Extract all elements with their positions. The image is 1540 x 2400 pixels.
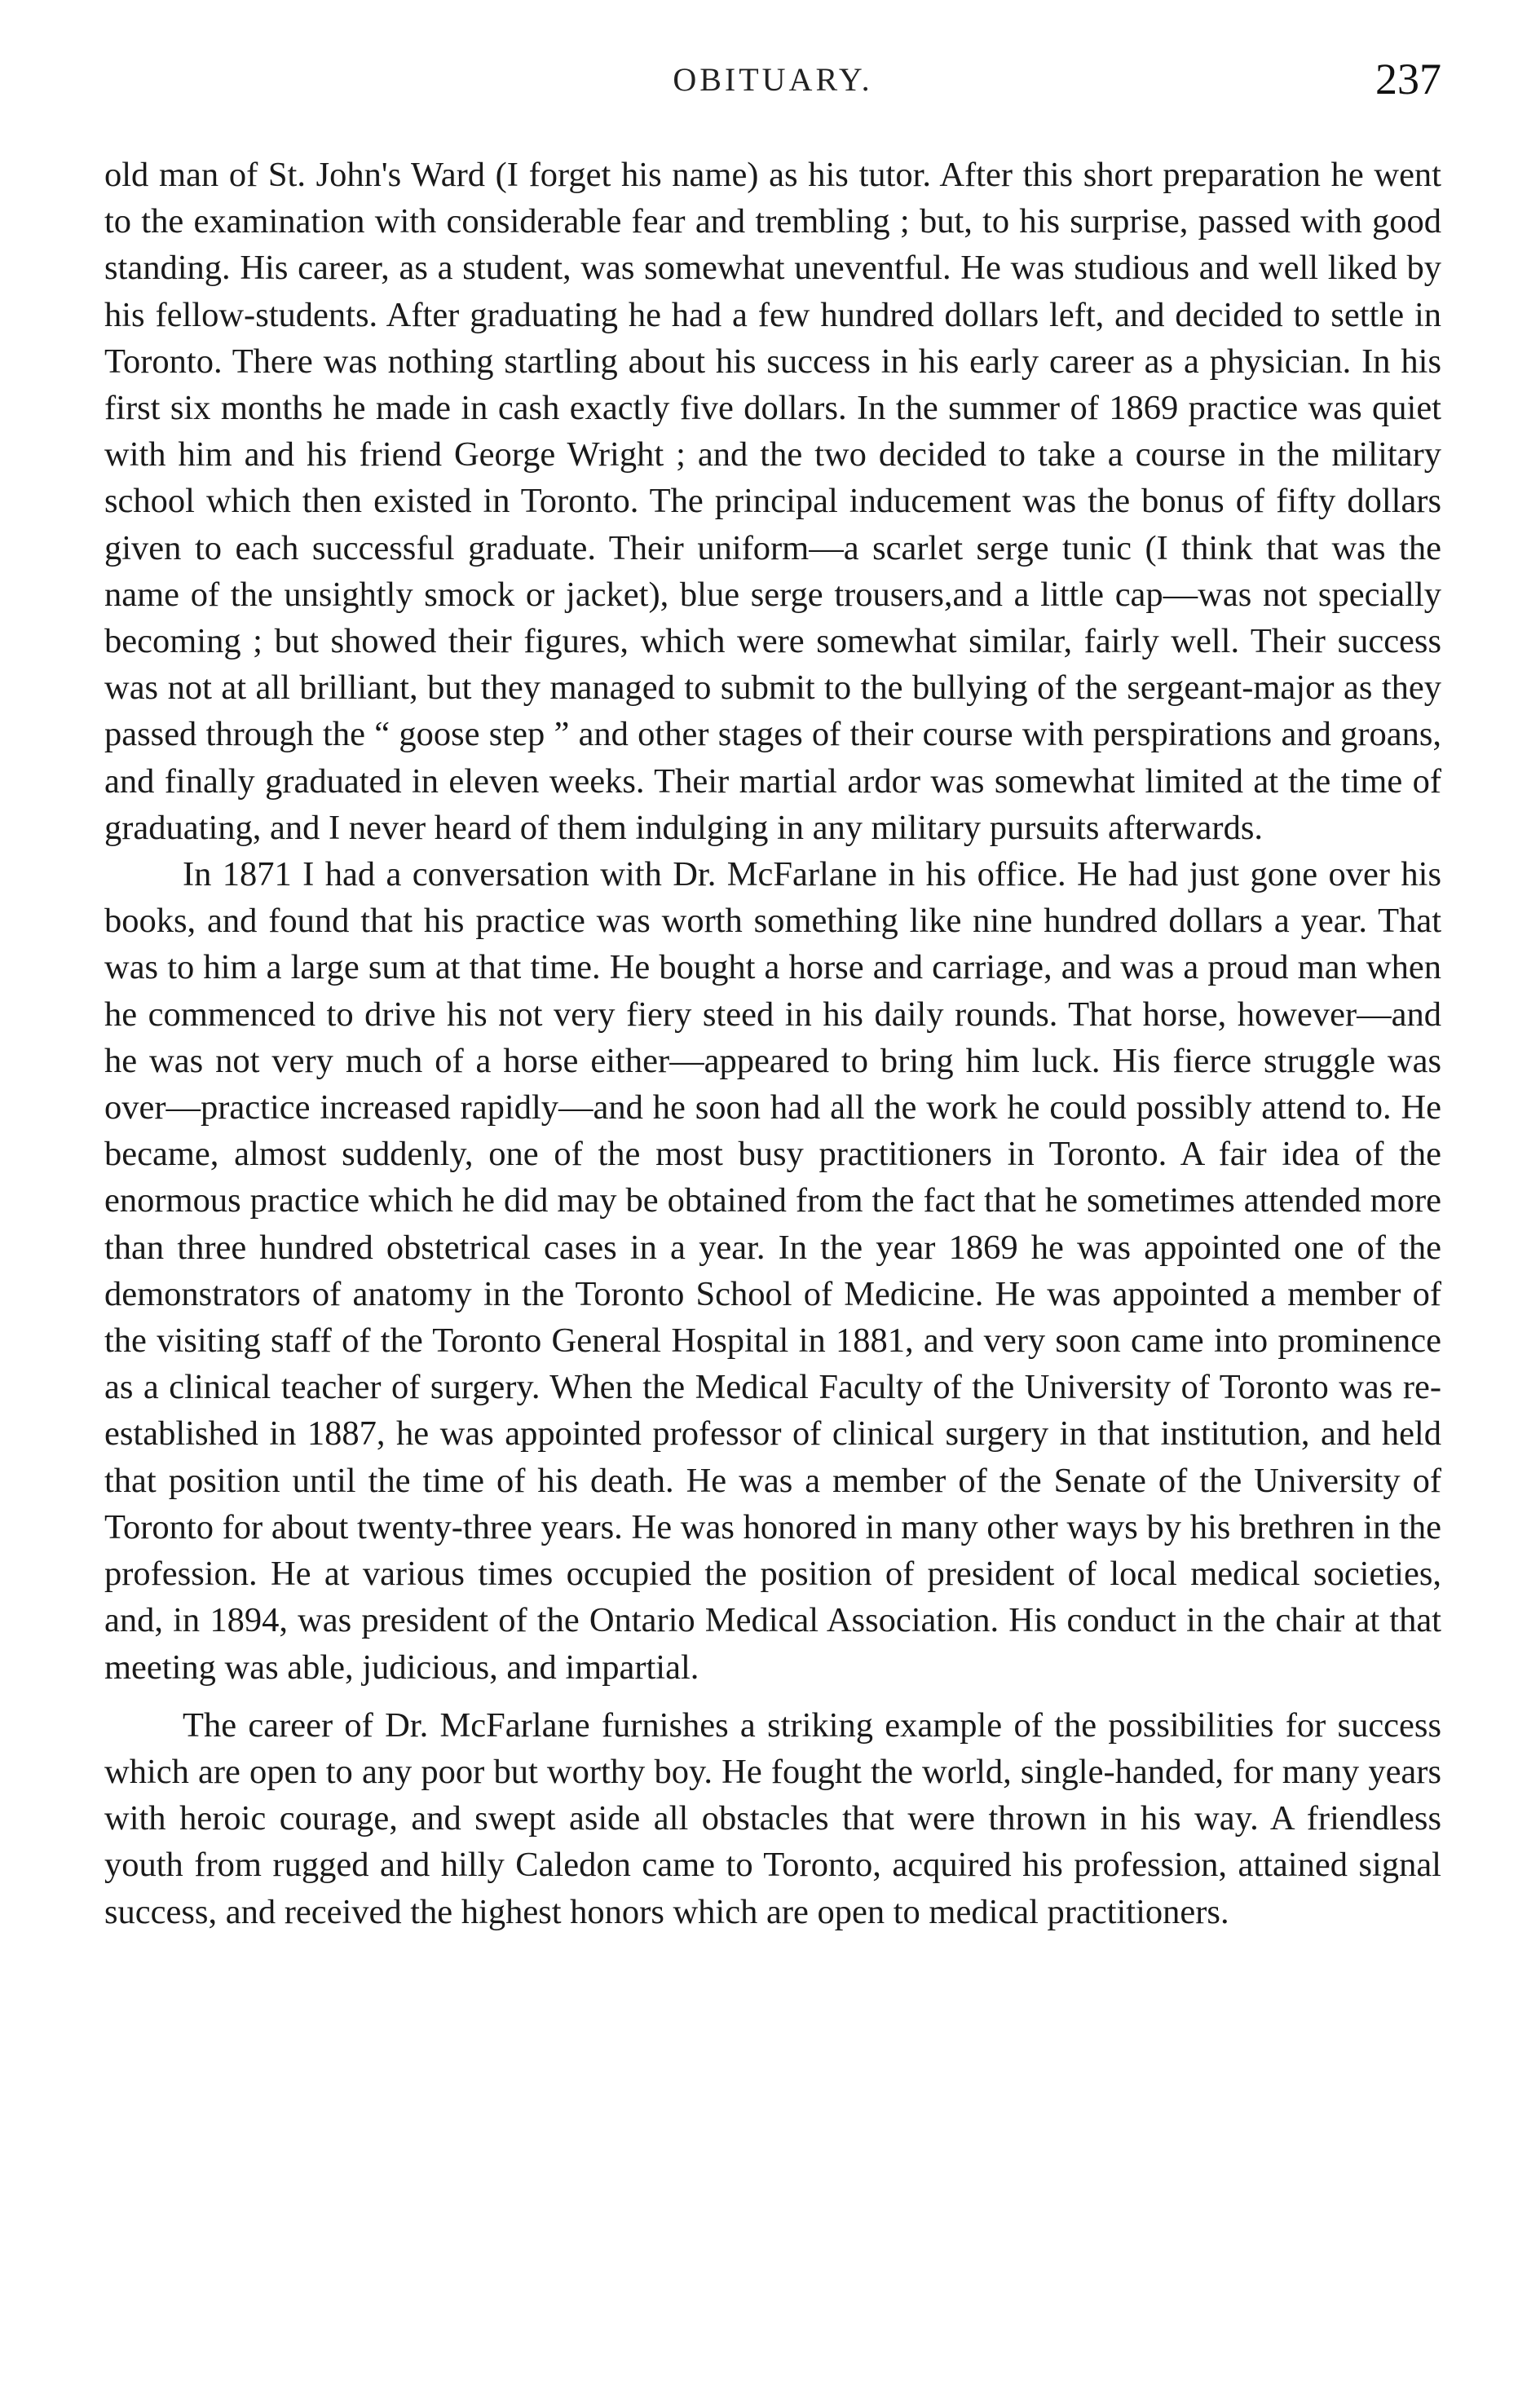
running-head (104, 49, 1441, 147)
paragraph: The career of Dr. McFarlane furnishes a striking example of the possibilities for success which are open to any poor but worthy boy. He fought the world, single-handed, for many years with heroic courage, and swept aside all obstacles that were thrown in his way. A friendless youth from rugged and hilly Caledon came to Toronto, acquired his profession, attained signal success, and received the highest honors which are open to medical practitioners. (104, 1705, 1441, 1931)
paragraph-continued: old man of St. John's Ward (I forget his name) as his tutor. After this short preparation he went to the examination with considerable fear and trembling ; but, to his surprise, passed with good standing. His career, as a student, was somewhat uneventful. He was studious and well liked by his fellow-students. After graduating he had a few hundred dollars left, and decided to settle in Toronto. There was nothing startling about his success in his early career as a physician. In his first six months he made in cash exactly five dollars. In the summer of 1869 practice was quiet with him and his friend George Wright ; and the two decided to take a course in the military school which then existed in Toronto. The principal inducement was the bonus of fifty dollars given to each successful graduate. Their uniform—a scarlet serge tunic (I think that was the name of the unsightly smock or jacket), blue serge trousers,and a little cap—was not specially becoming ; but showed their figures, which were somewhat similar, fairly well. Their success was not at all brilliant, but they managed to submit to the bullying of the sergeant-major as they passed through the “ goose step ” and other stages of their course with perspirations and groans, and finally graduated in eleven weeks. Their martial ardor was somewhat limited at the time of graduating, and I never heard of them indulging in any military pursuits afterwards. (104, 156, 1441, 847)
paragraph: In 1871 I had a conversation with Dr. McFarlane in his office. He had just gone over his books, and found that his practice was worth something like nine hundred dollars a year. That was to him a large sum at that time. He bought a horse and carriage, and was a proud man when he commenced to drive his not very fiery steed in his daily rounds. That horse, however—and he was not very much of a horse either—appeared to bring him luck. His fierce struggle was over—practice increased rapidly—and he soon had all the work he could possibly attend to. He became, almost suddenly, one of the most busy practitioners in Toronto. A fair idea of the enormous practice which he did may be obtained from the fact that he sometimes attended more than three hundred obstetrical cases in a year. In the year 1869 he was appointed one of the demonstrators of anatomy in the Toronto School of Medicine. He was appointed a member of the visiting staff of the Toronto General Hospital in 1881, and very soon came into prominence as a clinical teacher of surgery. When the Medical Faculty of the University of Toronto was re-established in 1887, he was appointed professor of clinical surgery in that institution, and held that position until the time of his death. He was a member of the Senate of the University of Toronto for about twenty-three years. He was honored in many other ways by his brethren in the profession. He at various times occupied the position of president of local medical societies, and, in 1894, was president of the Ontario Medical Association. His conduct in the chair at that meeting was able, judicious, and impartial. (104, 855, 1441, 1687)
body-text (104, 152, 1441, 1935)
running-title: OBITUARY. (673, 61, 873, 98)
page-number: 237 (1375, 55, 1441, 104)
